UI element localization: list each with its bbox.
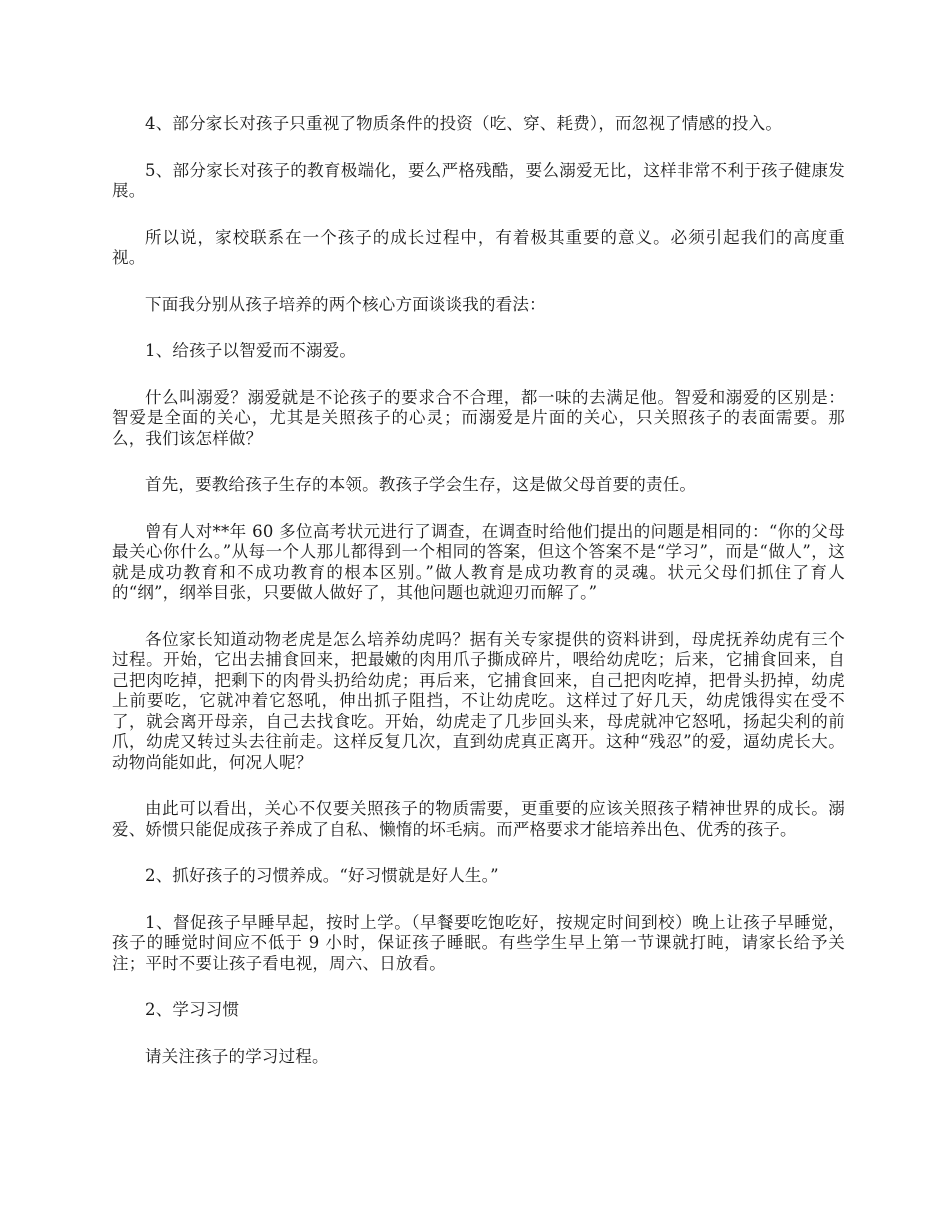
paragraph-3: 所以说，家校联系在一个孩子的成长过程中，有着极其重要的意义。必须引起我们的高度重视。	[112, 227, 845, 267]
paragraph-12: 1、督促孩子早睡早起，按时上学。（早餐要吃饱吃好，按规定时间到校）晚上让孩子早睡觉，孩子的睡觉时间应不低于 9 小时，保证孩子睡眠。有些学生早上第一节课就打盹，请家长给予关注；平时不要让孩子看电视，周六、日放看。	[112, 912, 845, 973]
paragraph-9: 各位家长知道动物老虎是怎么培养幼虎吗？据有关专家提供的资料讲到，母虎抚养幼虎有三个过程。开始，它出去捕食回来，把最嫩的肉用爪子撕成碎片，喂给幼虎吃；后来，它捕食回来，自己把肉吃掉，把剩下的肉骨头扔给幼虎；再后来，它捕食回来，自己把肉吃掉，把骨头扔掉，幼虎上前要吃，它就冲着它怒吼，伸出抓子阻挡，不让幼虎吃。这样过了好几天，幼虎饿得实在受不了，就会离开母亲，自己去找食吃。开始，幼虎走了几步回头来，母虎就冲它怒吼，扬起尖利的前爪，幼虎又转过头去往前走。这样反复几次，直到幼虎真正离开。这种“残忍”的爱，逼幼虎长大。动物尚能如此，何况人呢？	[112, 629, 845, 772]
paragraph-2: 5、部分家长对孩子的教育极端化，要么严格残酷，要么溺爱无比，这样非常不利于孩子健康发展。	[112, 160, 845, 200]
paragraph-4: 下面我分别从孩子培养的两个核心方面谈谈我的看法：	[145, 294, 546, 314]
heading-point-1: 1、给孩子以智爱而不溺爱。	[145, 341, 357, 360]
paragraph-14: 请关注孩子的学习过程。	[145, 1046, 329, 1066]
paragraph-10: 由此可以看出，关心不仅要关照孩子的物质需要，更重要的应该关照孩子精神世界的成长。溺爱、娇惯只能促成孩子养成了自私、懒惰的坏毛病。而严格要求才能培养出色、优秀的孩子。	[112, 799, 845, 839]
paragraph-8: 曾有人对**年 60 多位高考状元进行了调查，在调查时给他们提出的问题是相同的：“你的父母最关心你什么。”从每一个人那儿都得到一个相同的答案，但这个答案不是“学习”，而是“做人”，这就是成功教育和不成功教育的根本区别。”做人教育是成功教育的灵魂。状元父母们抓住了育人的“纲”，纲举目张，只要做人做好了，其他问题也就迎刃而解了。”	[112, 521, 845, 602]
subheading-study-habits: 2、学习习惯	[145, 1000, 240, 1019]
paragraph-1: 4、部分家长对孩子只重视了物质条件的投资（吃、穿、耗费），而忽视了情感的投入。	[145, 114, 783, 133]
heading-point-2: 2、抓好孩子的习惯养成。“好习惯就是好人生。”	[145, 866, 499, 885]
document-body	[112, 114, 845, 1093]
paragraph-7: 首先，要教给孩子生存的本领。教孩子学会生存，这是做父母首要的责任。	[145, 475, 697, 494]
paragraph-6: 什么叫溺爱？溺爱就是不论孩子的要求合不合理，都一味的去满足他。智爱和溺爱的区别是：智爱是全面的关心，尤其是关照孩子的心灵；而溺爱是片面的关心，只关照孩子的表面需要。那么，我们该怎样做？	[112, 387, 845, 448]
